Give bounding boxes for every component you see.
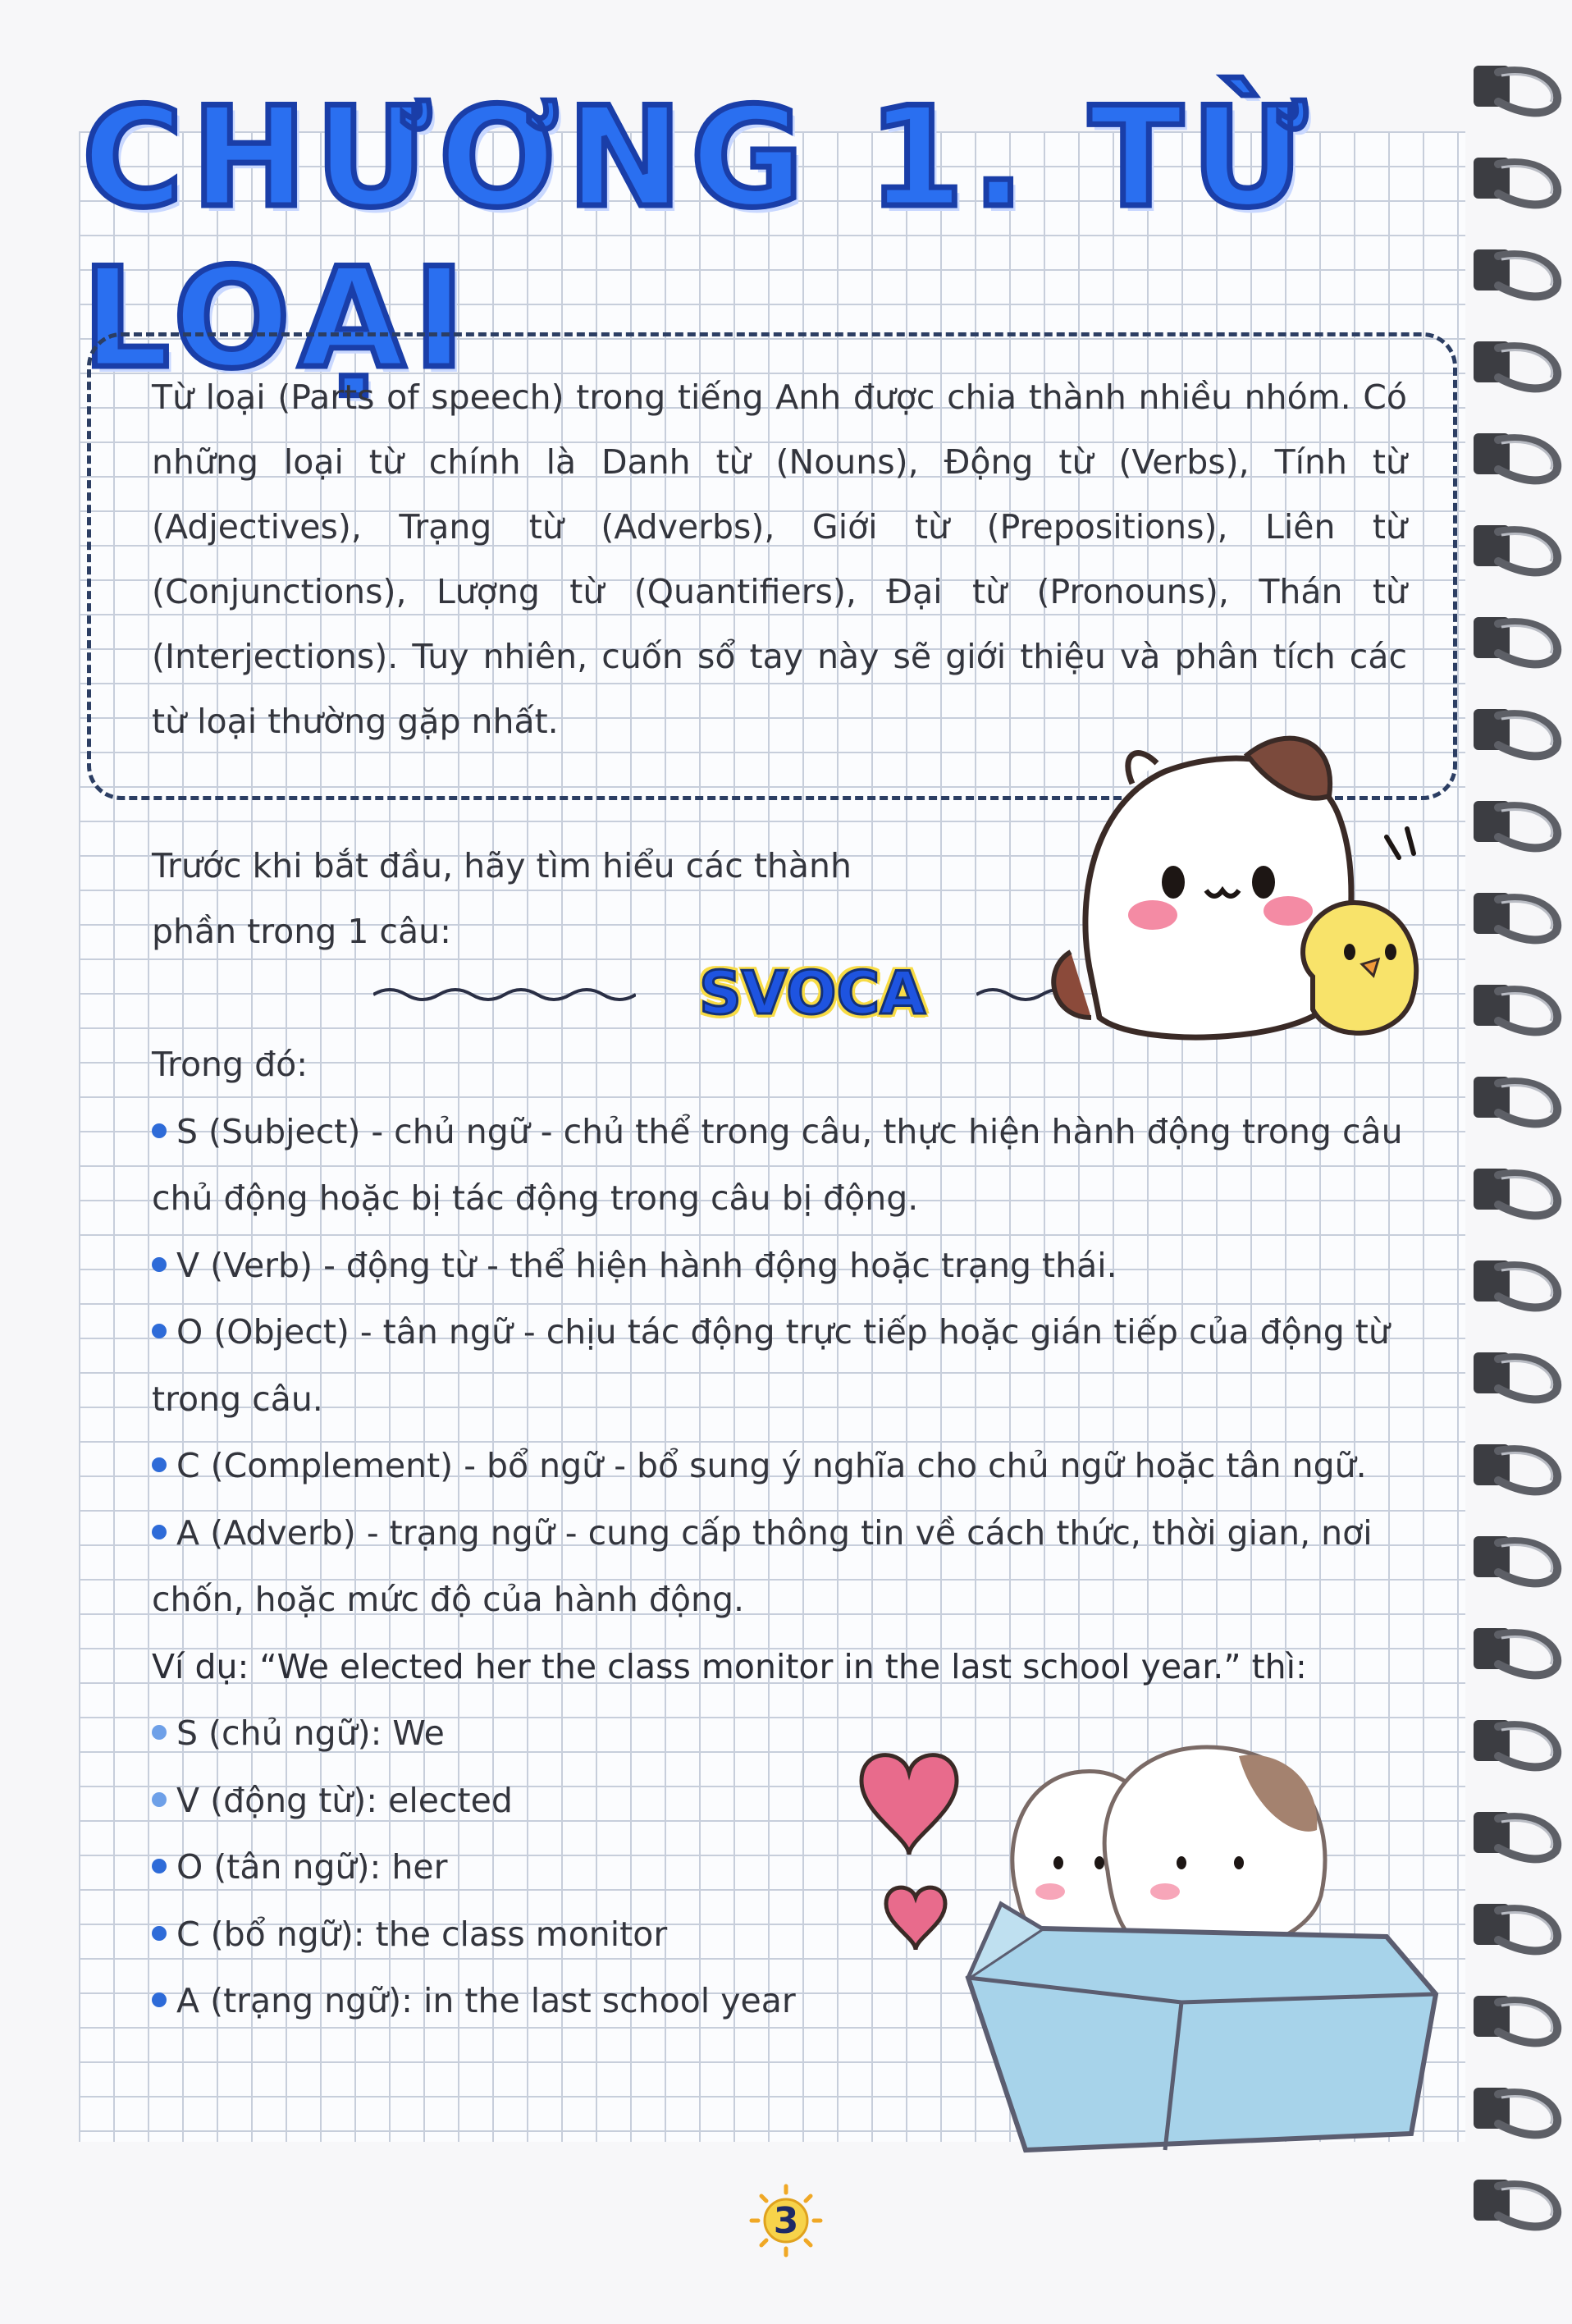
chapter-title: CHƯƠNG 1. TỪ LOẠI: [82, 77, 1315, 399]
in-which-label: Trong đó:: [152, 1045, 308, 1084]
page-number: 3: [773, 2199, 799, 2242]
bullet-dot-icon: [152, 1123, 167, 1138]
wavy-line-left: [373, 985, 636, 1004]
definition-item: A (Adverb) - trạng ngữ - cung cấp thông tin về cách thức, thời gian, nơi chốn, hoặc mức độ của hành động.: [152, 1512, 1373, 1619]
spiral-binding: [1465, 33, 1572, 2314]
example-intro: Ví dụ: “We elected her the class monitor in the last school year.” thì:: [152, 1646, 1307, 1686]
lead-line-2: phần trong 1 câu:: [152, 912, 451, 951]
svoca-label: SVOCA: [698, 958, 926, 1027]
example-item: V (động từ): elected: [152, 1768, 1415, 1835]
bullet-dot-icon: [152, 1324, 167, 1338]
bullet-dot-icon: [152, 1725, 167, 1740]
bullet-dot-icon: [152, 1859, 167, 1873]
lead-text: [152, 833, 972, 964]
bullet-dot-icon: [152, 1926, 167, 1941]
example-item: S (chủ ngữ): We: [152, 1700, 1415, 1768]
definition-item: S (Subject) - chủ ngữ - chủ thể trong câu, thực hiện hành động trong câu chủ động hoặc bị tác động trong câu bị động.: [152, 1111, 1403, 1218]
bullet-dot-icon: [152, 1257, 167, 1272]
example-item: O (tân ngữ): her: [152, 1834, 1415, 1901]
bullet-dot-icon: [152, 1525, 167, 1539]
svoca-banner: [373, 952, 1021, 1034]
bullet-dot-icon: [152, 1457, 167, 1472]
page-number-badge: [748, 2183, 824, 2258]
intro-paragraph: Từ loại (Parts of speech) trong tiếng Anh được chia thành nhiều nhóm. Có những loại từ chính là Danh từ (Nouns), Động từ (Verbs), Tính từ (Adjectives), Trạng từ (Adverbs), Giới từ (Prepositions), Liên từ (Conjunctions), Lượng từ (Quantifiers), Đại từ (Pronouns), Thán từ (Interjections). Tuy nhiên, cuốn sổ tay này sẽ giới thiệu và phân tích các từ loại thường gặp nhất.: [152, 377, 1407, 741]
example-item: A (trạng ngữ): in the last school year: [152, 1968, 1415, 2035]
lead-line-1: Trước khi bắt đầu, hãy tìm hiểu các thành: [152, 846, 852, 885]
bullet-dot-icon: [152, 1792, 167, 1807]
cats-in-box-illustration: [812, 1707, 1460, 2166]
definition-item: C (Complement) - bổ ngữ - bổ sung ý nghĩa cho chủ ngữ hoặc tân ngữ.: [152, 1433, 1415, 1500]
definition-item: V (Verb) - động từ - thể hiện hành động hoặc trạng thái.: [152, 1233, 1415, 1300]
definition-item: O (Object) - tân ngữ - chịu tác động trực tiếp hoặc gián tiếp của động từ trong câu.: [152, 1312, 1390, 1419]
bullet-dot-icon: [152, 1992, 167, 2007]
example-item: C (bổ ngữ): the class monitor: [152, 1901, 1415, 1969]
cat-and-chick-illustration: [1042, 706, 1452, 1091]
